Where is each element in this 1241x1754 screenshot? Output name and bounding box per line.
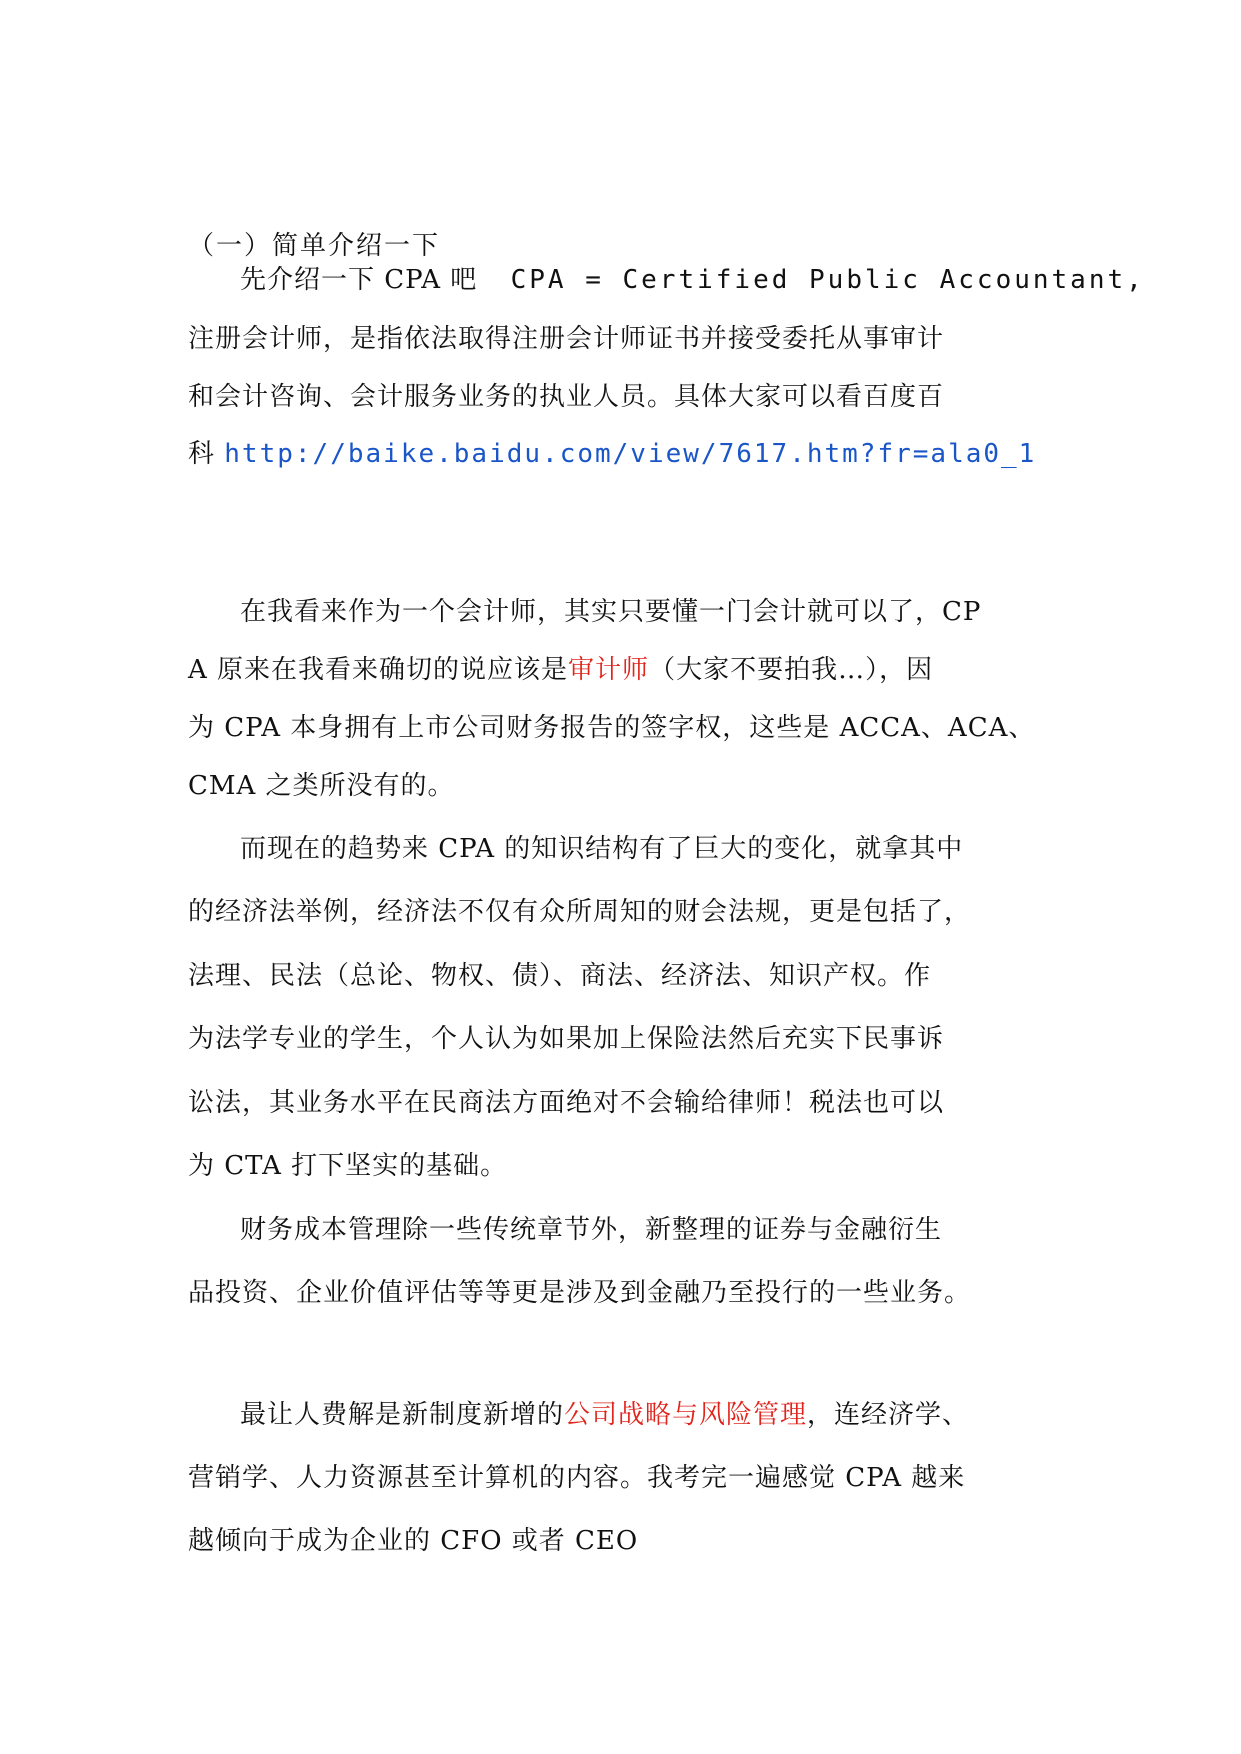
p5-text: 最让人费解是新制度新增的 bbox=[240, 1400, 565, 1430]
cpa-expansion: CPA = Certified Public Accountant, bbox=[510, 265, 1145, 295]
p1-text: 先介绍一下 CPA 吧 bbox=[240, 265, 478, 295]
p2-text: A 原来在我看来确切的说应该是 bbox=[188, 655, 569, 685]
p3-line-2: 的经济法举例，经济法不仅有众所周知的财会法规，更是包括了， bbox=[188, 897, 972, 927]
p5-text: ，连经济学、 bbox=[807, 1400, 970, 1430]
p4-line-2: 品投资、企业价值评估等等更是涉及到金融乃至投行的一些业务。 bbox=[188, 1278, 972, 1308]
p5-line-3: 越倾向于成为企业的 CFO 或者 CEO bbox=[188, 1526, 639, 1556]
p2-line-4: CMA 之类所没有的。 bbox=[188, 771, 455, 801]
p1-text: 科 bbox=[188, 439, 216, 469]
p3-line-1: 而现在的趋势来 CPA 的知识结构有了巨大的变化，就拿其中 bbox=[240, 834, 964, 864]
p2-line-2 bbox=[188, 653, 933, 687]
baike-link[interactable]: http://baike.baidu.com/view/7617.htm?fr=ala0_1 bbox=[224, 439, 1037, 469]
p2-text: （大家不要拍我…），因 bbox=[649, 655, 934, 685]
section-heading: （一）简单介绍一下 bbox=[188, 231, 441, 261]
p3-line-6: 为 CTA 打下坚实的基础。 bbox=[188, 1151, 508, 1181]
p1-line-3: 和会计咨询、会计服务业务的执业人员。具体大家可以看百度百 bbox=[188, 382, 945, 412]
p2-line-3: 为 CPA 本身拥有上市公司财务报告的签字权，这些是 ACCA、ACA、 bbox=[188, 713, 1036, 743]
p1-line-4 bbox=[188, 437, 1036, 471]
p5-line-1 bbox=[240, 1398, 969, 1432]
p3-line-3: 法理、民法（总论、物权、债）、商法、经济法、知识产权。作 bbox=[188, 961, 932, 991]
p1-line-2: 注册会计师，是指依法取得注册会计师证书并接受委托从事审计 bbox=[188, 324, 945, 354]
p5-line-2: 营销学、人力资源甚至计算机的内容。我考完一遍感觉 CPA 越来 bbox=[188, 1463, 966, 1493]
p3-line-5: 讼法，其业务水平在民商法方面绝对不会输给律师！税法也可以 bbox=[188, 1088, 945, 1118]
highlight-strategy: 公司战略与风险管理 bbox=[564, 1400, 808, 1430]
p1-line-1 bbox=[240, 263, 1145, 297]
highlight-auditor: 审计师 bbox=[568, 655, 650, 685]
p2-line-1: 在我看来作为一个会计师，其实只要懂一门会计就可以了，CP bbox=[240, 597, 982, 627]
p3-line-4: 为法学专业的学生，个人认为如果加上保险法然后充实下民事诉 bbox=[188, 1024, 945, 1054]
p4-line-1: 财务成本管理除一些传统章节外，新整理的证券与金融衍生 bbox=[240, 1215, 943, 1245]
